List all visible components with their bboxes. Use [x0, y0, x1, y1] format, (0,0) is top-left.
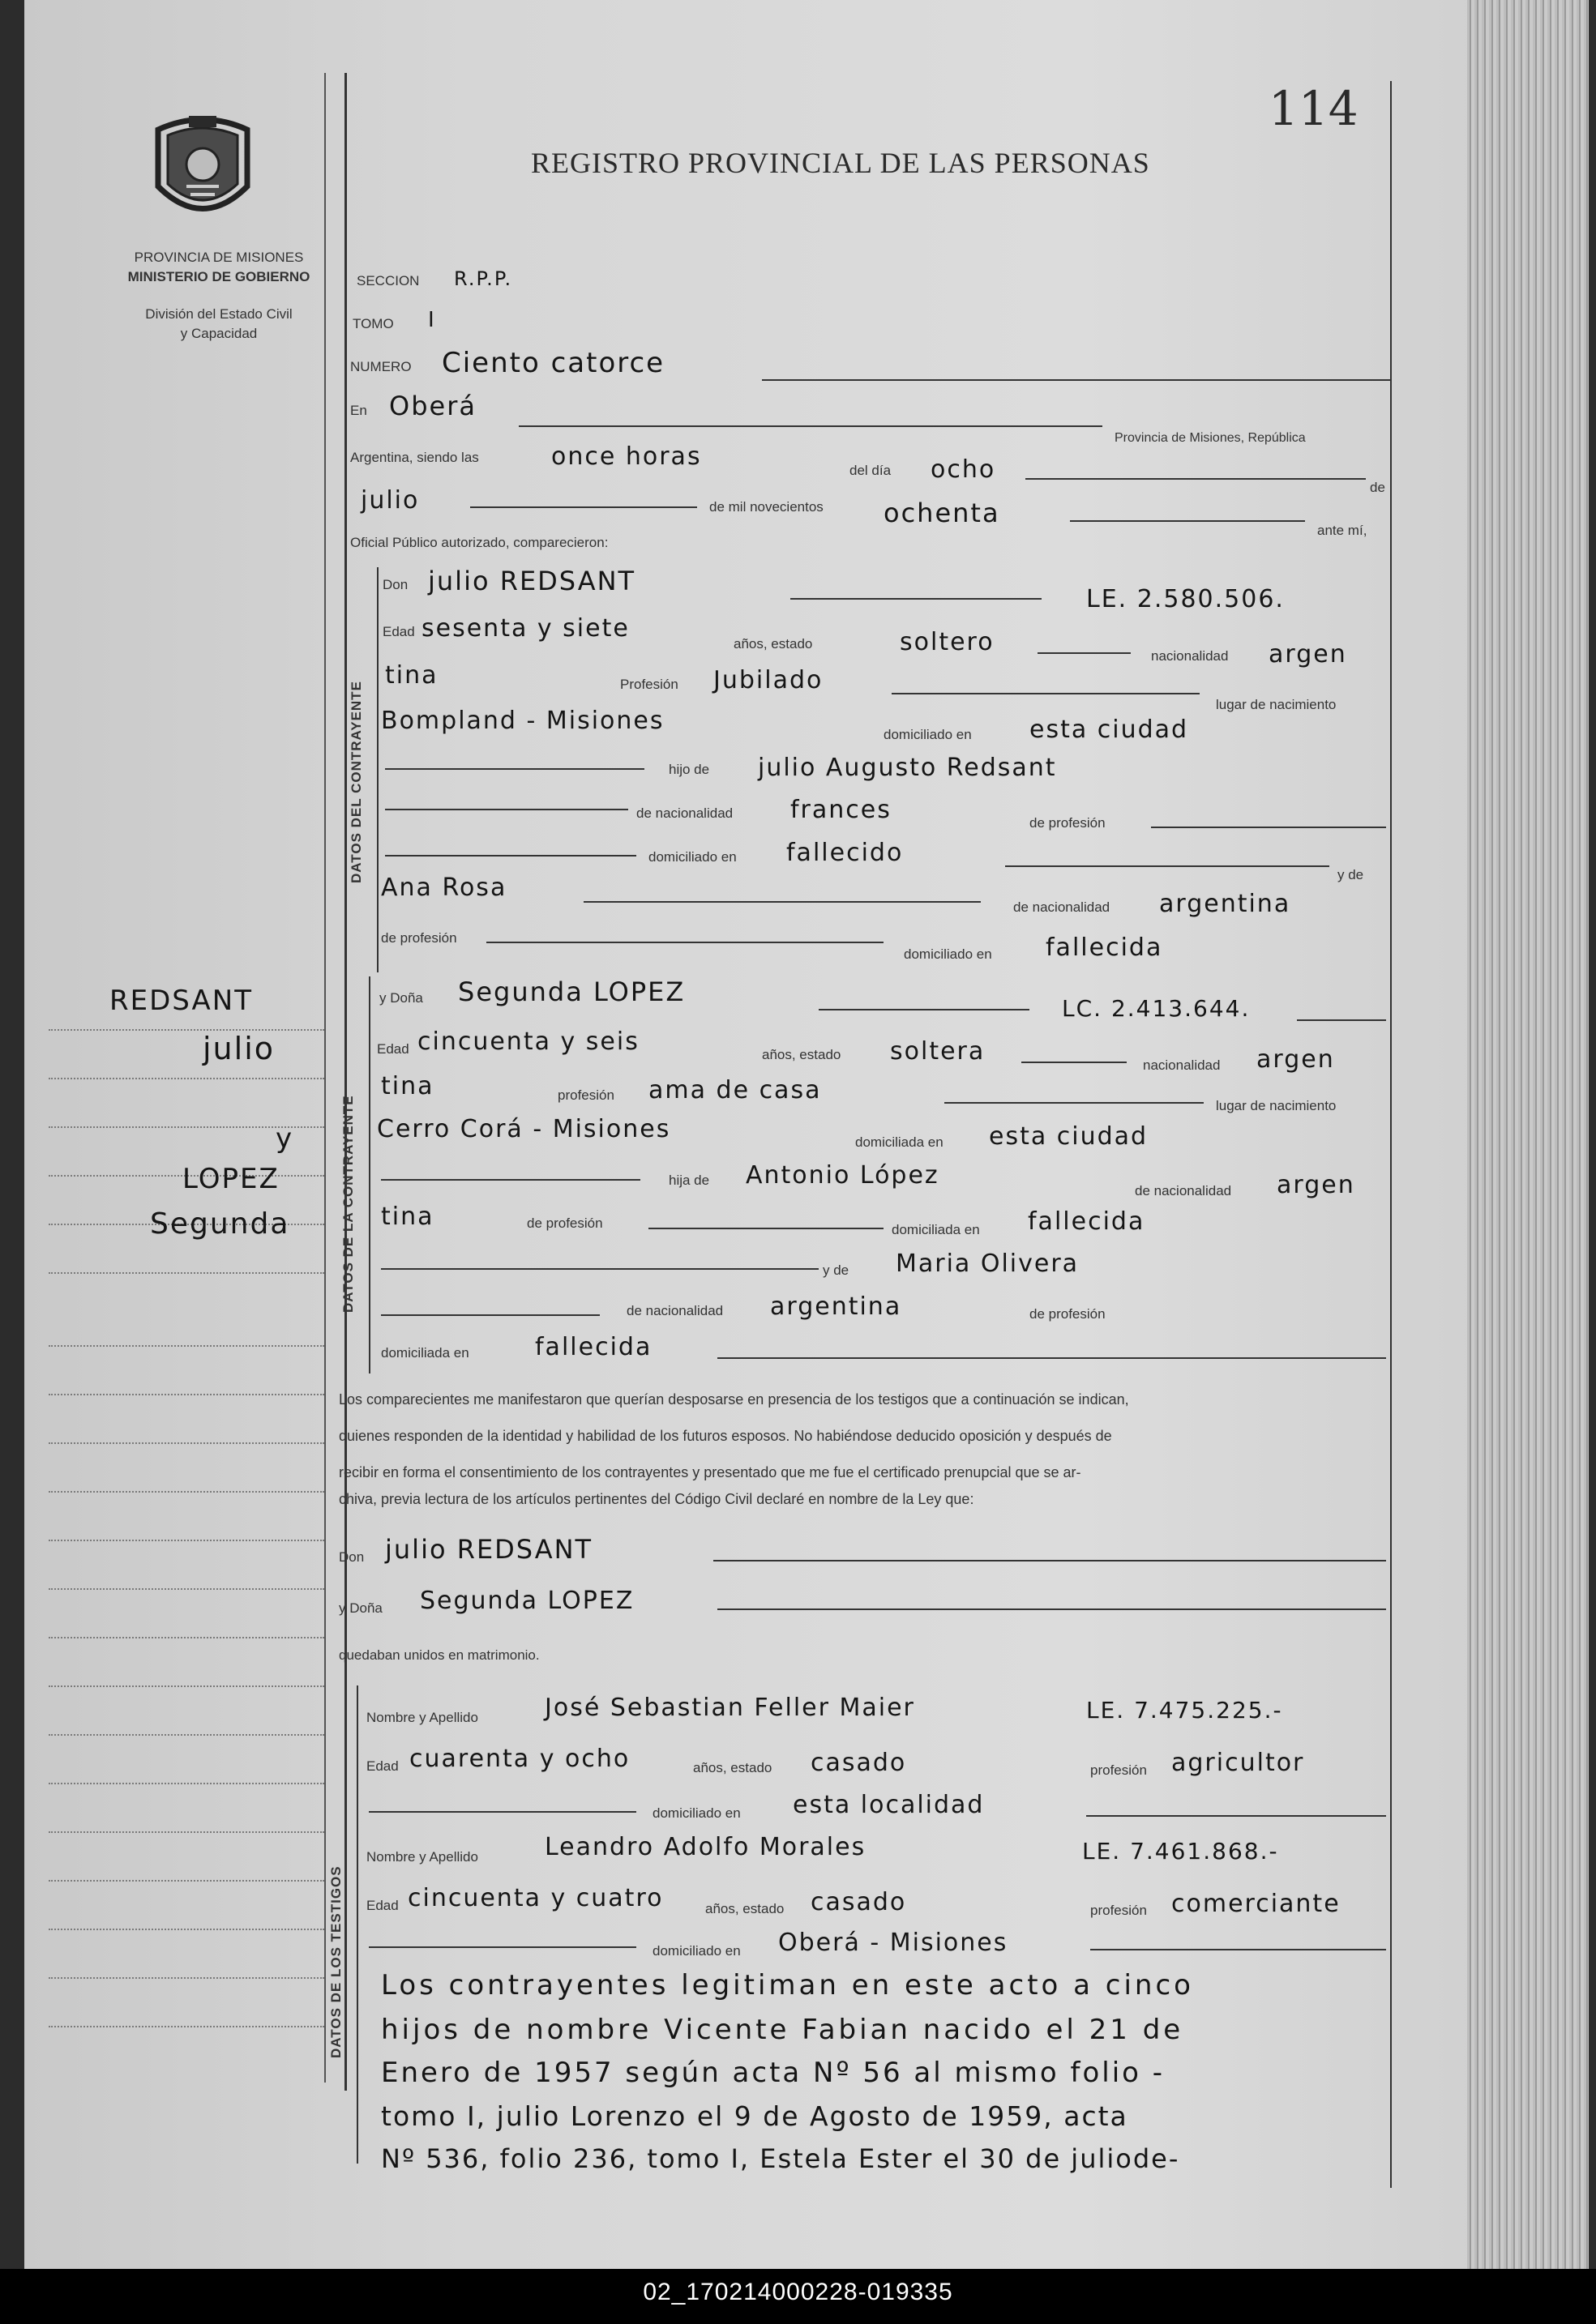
madre2-dom-fill-line — [717, 1357, 1386, 1359]
margin-note-surname: REDSANT — [109, 985, 253, 1017]
hija-label: hija de — [669, 1173, 710, 1188]
lugar-label: lugar de nacimiento — [1216, 697, 1337, 712]
province-name: PROVINCIA DE MISIONES — [134, 250, 304, 265]
testigos-section-label: DATOS DE LOS TESTIGOS — [328, 1865, 344, 2058]
numero-fill-line — [762, 379, 1390, 381]
seccion-value: R.P.P. — [454, 267, 513, 290]
provincial-seal-icon — [142, 109, 263, 231]
testigo2-nombre-label: Nombre y Apellido — [366, 1849, 478, 1865]
margin-note-surname-2: LOPEZ — [182, 1163, 280, 1195]
madre-dom-label: domiciliado en — [904, 946, 992, 962]
contrayente-nombre: julio REDSANT — [428, 566, 636, 596]
don-label: Don — [383, 577, 409, 592]
testigo2-nombre: Leandro Adolfo Morales — [545, 1833, 866, 1861]
contrayente-profesion: Jubilado — [713, 666, 824, 694]
contrayente-domicilio: esta ciudad — [1029, 716, 1189, 744]
contrayente-documento: LE. 2.580.506. — [1086, 585, 1285, 613]
testigo2-dom-fill-line — [369, 1946, 636, 1948]
madre-nac-label: de nacionalidad — [1013, 899, 1110, 915]
padre-dom-fill-line-2 — [1005, 865, 1329, 867]
testigo1-anios-label: años, estado — [693, 1760, 772, 1775]
padre-prof-label: de profesión — [1029, 815, 1106, 831]
padre-nombre: julio Augusto Redsant — [758, 754, 1057, 782]
contrayente-nacionalidad: argen — [1269, 640, 1347, 669]
oficial-text: Oficial Público autorizado, comparecieron: — [350, 535, 609, 550]
hijo-fill-line — [385, 768, 644, 770]
padre2-dom-label: domiciliada en — [892, 1222, 980, 1237]
numero-value: Ciento catorce — [442, 347, 665, 379]
padre2-nacionalidad: argen — [1277, 1171, 1355, 1199]
margin-note-name: julio — [203, 1031, 276, 1066]
padre2-prof-label: de profesión — [527, 1215, 603, 1231]
testigo2-anios-label: años, estado — [705, 1901, 785, 1916]
main-margin-rule — [344, 73, 347, 2091]
anio-value: ochenta — [884, 498, 1000, 528]
division-name-2: y Capacidad — [180, 326, 258, 341]
testigo1-dom-fill-line — [369, 1811, 636, 1813]
en-fill-line — [519, 425, 1102, 427]
madre2-dom-label: domiciliada en — [381, 1345, 469, 1361]
register-title: REGISTRO PROVINCIAL DE LAS PERSONAS — [531, 147, 1150, 179]
dia-fill-line — [1025, 478, 1366, 480]
observation-line-5: Nº 536, folio 236, tomo I, Estela Ester el 30 de juliode- — [381, 2143, 1180, 2174]
testigo1-edad-label: Edad — [366, 1758, 399, 1774]
hijo-label: hijo de — [669, 762, 710, 777]
dia-label: del día — [849, 463, 892, 478]
madre2-nacionalidad: argentina — [770, 1292, 902, 1321]
contrayente2-nacionalidad: argen — [1256, 1045, 1335, 1074]
testigo2-documento: LE. 7.461.868.- — [1082, 1838, 1279, 1865]
padre2-nac-label: de nacionalidad — [1135, 1183, 1232, 1198]
page-stack-edge — [1467, 0, 1589, 2269]
contrayente2-bracket — [369, 976, 370, 1373]
testigo1-documento: LE. 7.475.225.- — [1086, 1697, 1283, 1724]
provincia-text: Provincia de Misiones, República — [1115, 431, 1306, 445]
contrayente-edad: sesenta y siete — [421, 614, 630, 643]
declaration-line-4: chiva, previa lectura de los artículos pertinentes del Código Civil declaré en nombre de la Ley que: — [339, 1491, 974, 1507]
observation-line-2: hijos de nombre Vicente Fabian nacido el 21 de — [381, 2014, 1184, 2046]
padre-dom-label: domiciliado en — [648, 849, 737, 865]
tomo-label: TOMO — [353, 316, 394, 331]
contrayente2-domicilio: esta ciudad — [989, 1122, 1149, 1151]
decl-don-fill-line — [713, 1560, 1386, 1561]
madre2-domicilio: fallecida — [535, 1333, 653, 1361]
testigo2-dom-fill-line-2 — [1090, 1949, 1386, 1950]
decl-dona-fill-line — [717, 1608, 1386, 1610]
contrayente2-documento: LC. 2.413.644. — [1062, 995, 1251, 1022]
outer-margin-rule — [324, 73, 326, 2083]
en-value: Oberá — [389, 391, 477, 421]
margin-note-name-2: Segunda — [150, 1207, 290, 1241]
contrayente-section-label: DATOS DEL CONTRAYENTE — [349, 681, 364, 883]
padre-domicilio: fallecido — [786, 839, 904, 867]
padre2-domicilio: fallecida — [1028, 1207, 1145, 1236]
madre2-nac-fill-line — [381, 1314, 600, 1316]
y-de-label: y de — [1337, 867, 1364, 882]
anios2-label: años, estado — [762, 1047, 841, 1062]
testigo1-nombre: José Sebastian Feller Maier — [545, 1694, 915, 1722]
testigo2-dom-label: domiciliado en — [653, 1943, 741, 1959]
tomo-value: I — [428, 308, 436, 332]
profesion-fill-line — [892, 693, 1200, 694]
y-de2-label: y de — [823, 1262, 849, 1278]
ante-text: ante mí, — [1317, 523, 1367, 538]
padre2-prof-fill-line — [648, 1228, 884, 1229]
page-number: 114 — [1269, 81, 1359, 136]
observation-line-1: Los contrayentes legitiman en este acto a cinco — [381, 1969, 1194, 2001]
edad-label: Edad — [383, 624, 415, 639]
profesion-label: Profesión — [620, 677, 678, 692]
madre2-nombre: Maria Olivera — [896, 1250, 1080, 1278]
observation-line-4: tomo I, julio Lorenzo el 9 de Agosto de 1959, acta — [381, 2100, 1128, 2132]
testigo2-profesion: comerciante — [1171, 1890, 1341, 1918]
decl-don-label: Don — [339, 1549, 365, 1565]
madre2-prof-label: de profesión — [1029, 1306, 1106, 1322]
contrayente2-nombre: Segunda LOPEZ — [458, 976, 686, 1007]
hora-value: once horas — [551, 442, 702, 471]
mil-text: de mil novecientos — [709, 499, 824, 515]
profesion2-fill-line — [944, 1102, 1204, 1104]
madre-prof-label: de profesión — [381, 930, 457, 946]
edad2-label: Edad — [377, 1041, 409, 1057]
y-de2-fill-line — [381, 1268, 819, 1270]
madre-nombre: Ana Rosa — [381, 874, 507, 902]
contrayente2-edad: cincuenta y seis — [417, 1027, 640, 1056]
contrayente2-lugar: Cerro Corá - Misiones — [377, 1115, 671, 1143]
lugar2-label: lugar de nacimiento — [1216, 1098, 1337, 1113]
decl-dona-value: Segunda LOPEZ — [420, 1587, 635, 1615]
padre-nac-fill-line — [385, 809, 628, 810]
nacionalidad2-label: nacionalidad — [1143, 1057, 1221, 1073]
padre-nacionalidad: frances — [790, 796, 892, 824]
right-border — [1390, 81, 1392, 2188]
testigos-bracket — [357, 1685, 358, 2164]
estado2-fill-line — [1021, 1062, 1127, 1063]
testigo2-estado: casado — [811, 1888, 907, 1916]
madre-fill-line — [584, 901, 981, 903]
madre-nacionalidad: argentina — [1159, 890, 1291, 918]
dona-label: y Doña — [379, 990, 423, 1006]
estado-fill-line — [1038, 652, 1131, 654]
contrayente2-profesion: ama de casa — [648, 1076, 822, 1104]
mes-value: julio — [361, 486, 420, 515]
decl-dona-label: y Doña — [339, 1600, 383, 1616]
testigo1-prof-label: profesión — [1090, 1762, 1147, 1778]
madre2-nac-label: de nacionalidad — [627, 1303, 724, 1318]
numero-label: NUMERO — [350, 359, 412, 374]
observation-line-3: Enero de 1957 según acta Nº 56 al mismo folio - — [381, 2057, 1166, 2089]
declaration-line-1: Los comparecientes me manifestaron que querían desposarse en presencia de los testigos que a continuación se indican, — [339, 1391, 1129, 1408]
de-text: de — [1370, 480, 1385, 495]
contrayente2-nacionalidad-cont: tina — [381, 1072, 434, 1100]
padre-nac-label: de nacionalidad — [636, 805, 734, 821]
unidos-text: quedaban unidos en matrimonio. — [339, 1647, 540, 1663]
margin-note-and: y — [276, 1122, 294, 1155]
padre2-nombre: Antonio López — [746, 1161, 939, 1190]
testigo1-dom-fill-line-2 — [1086, 1815, 1386, 1817]
padre-dom-fill-line — [385, 855, 636, 857]
madre-prof-fill-line — [486, 942, 884, 943]
testigo2-domicilio: Oberá - Misiones — [778, 1929, 1008, 1957]
anio-fill-line — [1070, 520, 1305, 522]
testigo2-edad-label: Edad — [366, 1898, 399, 1913]
en-label: En — [350, 403, 367, 418]
domiciliada-label: domiciliada en — [855, 1134, 943, 1150]
contrayente-estado: soltero — [900, 628, 995, 656]
ministry-name: MINISTERIO DE GOBIERNO — [127, 269, 310, 284]
testigo1-nombre-label: Nombre y Apellido — [366, 1710, 478, 1725]
seccion-label: SECCION — [357, 273, 420, 288]
testigo1-profesion: agricultor — [1171, 1749, 1305, 1777]
nombre-fill-line — [790, 598, 1042, 600]
contrayente-lugar: Bompland - Misiones — [381, 707, 665, 735]
contrayente-nacionalidad-cont: tina — [385, 661, 439, 690]
dia-value: ocho — [931, 455, 996, 484]
padre2-nacionalidad-cont: tina — [381, 1203, 434, 1231]
image-id-caption: 02_170214000228-019335 — [643, 2279, 953, 2305]
domiciliado-label: domiciliado en — [884, 727, 972, 742]
division-name: División del Estado Civil — [145, 306, 293, 322]
testigo2-edad: cincuenta y cuatro — [408, 1884, 664, 1912]
testigo1-edad: cuarenta y ocho — [409, 1745, 631, 1773]
testigo1-estado: casado — [811, 1749, 907, 1777]
nacionalidad-label: nacionalidad — [1151, 648, 1229, 664]
contrayente2-section-label: DATOS DE LA CONTRAYENTE — [340, 1095, 356, 1313]
mes-fill-line — [470, 506, 697, 508]
contrayente-bracket — [377, 567, 379, 972]
testigo1-dom-label: domiciliado en — [653, 1805, 741, 1821]
anios-label: años, estado — [734, 636, 813, 651]
hija-fill-line — [381, 1179, 640, 1181]
madre-domicilio: fallecida — [1046, 933, 1163, 962]
doc-fill-line — [1297, 1019, 1386, 1021]
declaration-line-3: recibir en forma el consentimiento de los contrayentes y presentado que me fue el certificado prenupcial que se ar- — [339, 1464, 1081, 1480]
argentina-text: Argentina, siendo las — [350, 450, 479, 465]
dona-fill-line — [819, 1009, 1029, 1010]
contrayente2-estado: soltera — [890, 1037, 986, 1066]
declaration-line-2: quienes responden de la identidad y habilidad de los futuros esposos. No habiéndose deducido oposición y después de — [339, 1428, 1112, 1444]
padre-prof-fill-line — [1151, 827, 1386, 828]
profesion2-label: profesión — [558, 1087, 614, 1103]
decl-don-value: julio REDSANT — [385, 1534, 593, 1565]
testigo1-domicilio: esta localidad — [793, 1791, 985, 1819]
testigo2-prof-label: profesión — [1090, 1903, 1147, 1918]
